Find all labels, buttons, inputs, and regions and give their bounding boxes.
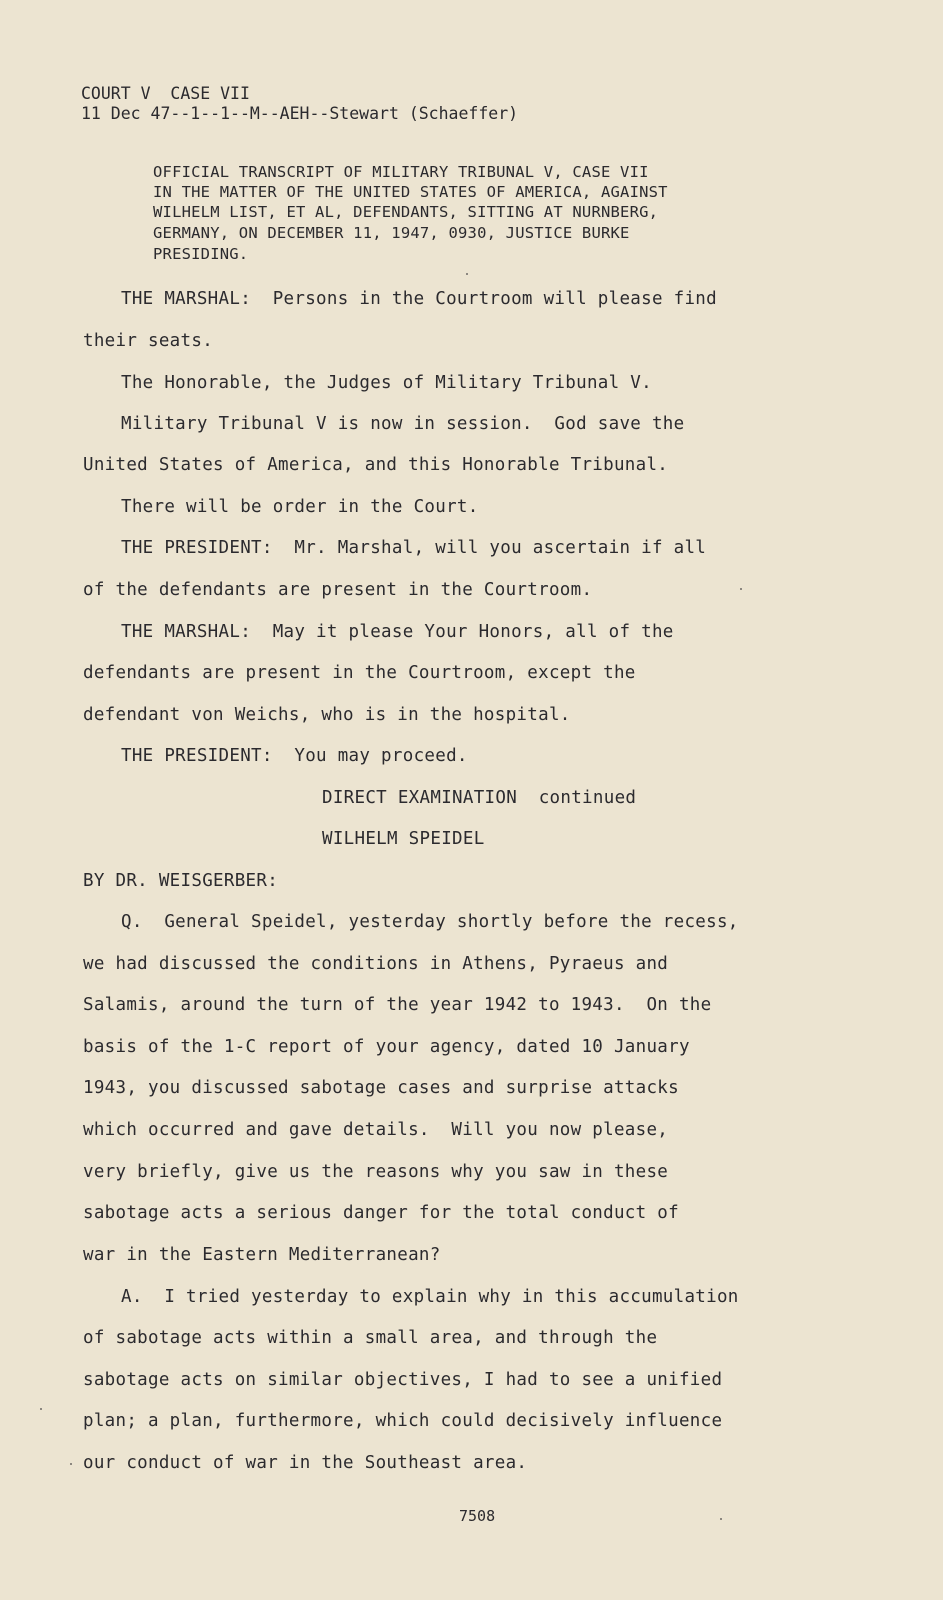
transcript-line: very briefly, give us the reasons why you saw in these (83, 1162, 669, 1182)
paper-speck (466, 273, 468, 275)
transcript-line: Military Tribunal V is now in session. God save the (121, 414, 685, 434)
transcript-line: Q. General Speidel, yesterday shortly before the recess, (121, 912, 739, 932)
transcript-line: we had discussed the conditions in Athens, Pyraeus and (83, 954, 669, 974)
transcript-line: A. I tried yesterday to explain why in this accumulation (121, 1287, 739, 1307)
reference-line: 11 Dec 47--1--1--M--AEH--Stewart (Schaeffer) (81, 104, 519, 123)
transcript-line: of the defendants are present in the Courtroom. (83, 580, 593, 600)
transcript-line: defendants are present in the Courtroom, except the (83, 663, 636, 683)
transcript-line: sabotage acts a serious danger for the total conduct of (83, 1203, 679, 1223)
transcript-line: war in the Eastern Mediterranean? (83, 1245, 441, 1265)
transcript-line: plan; a plan, furthermore, which could decisively influence (83, 1411, 723, 1431)
transcript-line: THE MARSHAL: May it please Your Honors, all of the (121, 622, 674, 642)
caption-line: OFFICIAL TRANSCRIPT OF MILITARY TRIBUNAL V, CASE VII (153, 163, 649, 181)
transcript-line: our conduct of war in the Southeast area. (83, 1453, 528, 1473)
transcript-line: which occurred and gave details. Will you now please, (83, 1120, 669, 1140)
transcript-line: basis of the 1-C report of your agency, dated 10 January (83, 1037, 690, 1057)
transcript-line: United States of America, and this Honorable Tribunal. (83, 455, 669, 475)
caption-line: PRESIDING. (153, 245, 249, 263)
transcript-line: THE PRESIDENT: Mr. Marshal, will you ascertain if all (121, 538, 707, 558)
witness-name: WILHELM SPEIDEL (322, 829, 485, 849)
paper-speck (40, 1408, 42, 1410)
transcript-line: their seats. (83, 331, 214, 351)
transcript-line: 1943, you discussed sabotage cases and surprise attacks (83, 1078, 679, 1098)
transcript-line: defendant von Weichs, who is in the hospital. (83, 705, 571, 725)
caption-line: WILHELM LIST, ET AL, DEFENDANTS, SITTING AT NURNBERG, (153, 203, 659, 221)
section-heading: DIRECT EXAMINATION continued (322, 788, 637, 808)
transcript-line: of sabotage acts within a small area, and through the (83, 1328, 658, 1348)
paper-speck (720, 1518, 722, 1520)
paper-speck (70, 1463, 72, 1465)
transcript-line: THE MARSHAL: Persons in the Courtroom will please find (121, 289, 717, 309)
examiner-line: BY DR. WEISGERBER: (83, 871, 279, 891)
paper-speck (740, 588, 742, 590)
transcript-line: sabotage acts on similar objectives, I had to see a unified (83, 1370, 723, 1390)
caption-line: GERMANY, ON DECEMBER 11, 1947, 0930, JUSTICE BURKE (153, 224, 630, 242)
transcript-line: THE PRESIDENT: You may proceed. (121, 746, 468, 766)
transcript-line: Salamis, around the turn of the year 1942 to 1943. On the (83, 995, 712, 1015)
court-case-header: COURT V CASE VII (81, 84, 250, 103)
page-number: 7508 (459, 1507, 496, 1525)
transcript-line: The Honorable, the Judges of Military Tribunal V. (121, 373, 652, 393)
caption-line: IN THE MATTER OF THE UNITED STATES OF AMERICA, AGAINST (153, 183, 668, 201)
transcript-line: There will be order in the Court. (121, 497, 479, 517)
